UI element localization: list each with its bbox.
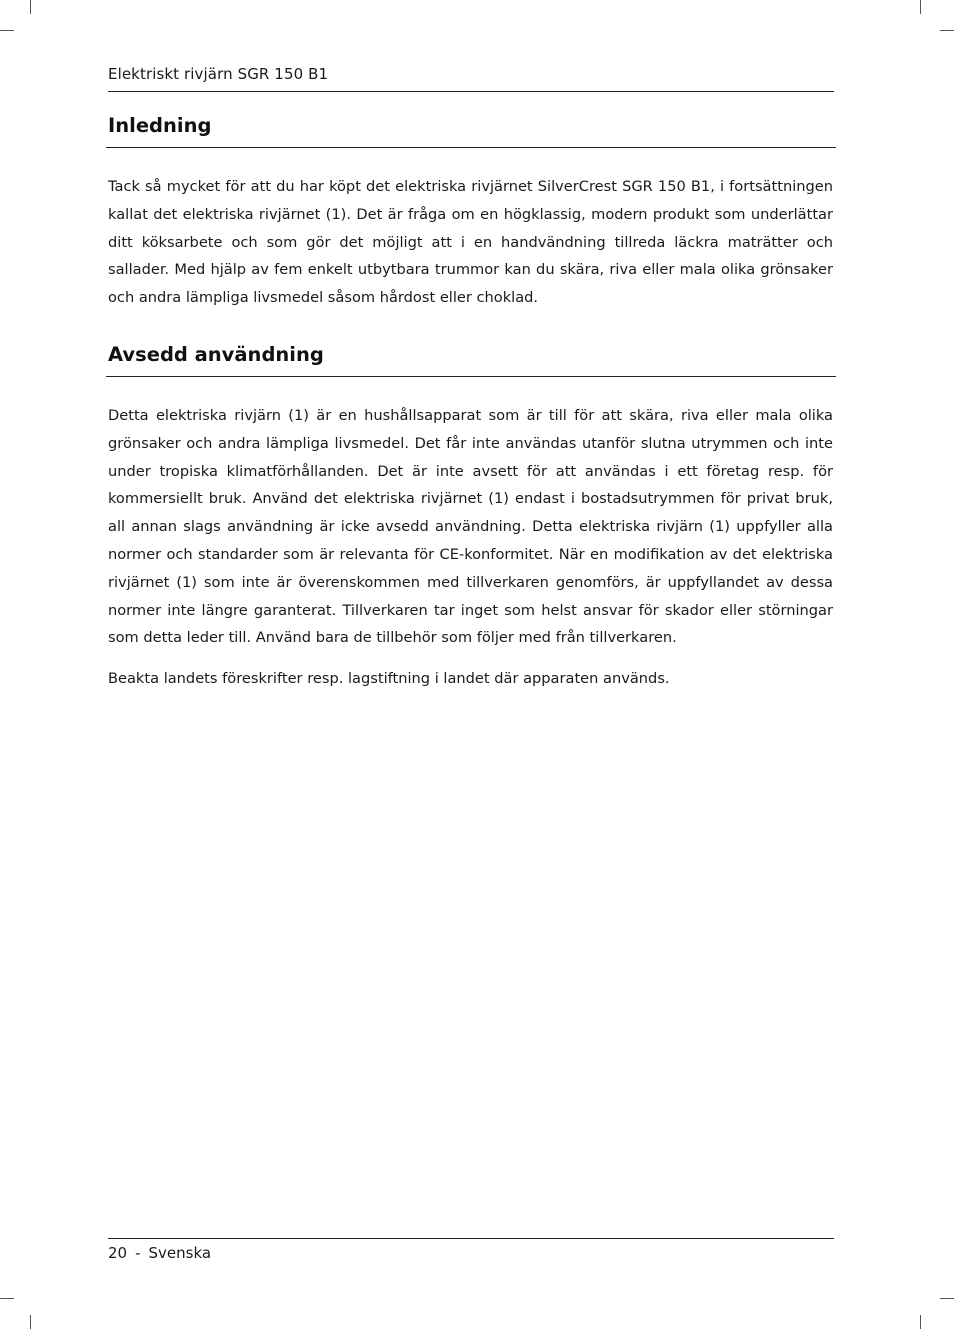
crop-mark-bottom-left	[30, 1315, 31, 1329]
section-rule-inledning	[106, 147, 836, 148]
page-number: 20	[108, 1244, 128, 1262]
crop-mark-top-left-h	[0, 30, 14, 31]
crop-mark-bottom-right-h	[940, 1298, 954, 1299]
page-footer	[108, 1243, 211, 1263]
paragraph-inledning: Tack så mycket för att du har köpt det elektriska rivjärnet SilverCrest SGR 150 B1, i fortsättningen kallat det elektriska rivjärnet (1). Det är fråga om en högklassig, modern produkt som underlättar ditt köksarbete och som gör det möjligt att i en handvändning tillreda läckra maträtter och sallader. Med hjälp av fem enkelt utbytbara trummor kan du skära, riva eller mala olika grönsaker och andra lämpliga livsmedel såsom hårdost eller choklad.	[108, 178, 833, 307]
crop-mark-top-right	[920, 0, 921, 14]
crop-mark-top-left	[30, 0, 31, 14]
section-title-avsedd-anvandning: Avsedd användning	[108, 343, 324, 366]
paragraph-avsedd-anvandning-1: Detta elektriska rivjärn (1) är en hushållsapparat som är till för att skära, riva eller mala olika grönsaker och andra lämpliga livsmedel. Det får inte användas utanför slutna utrymmen och inte under tropiska klimatförhållanden. Det är inte avsett för att användas i ett företag resp. för kommersiellt bruk. Använd det elektriska rivjärnet (1) endast i bostadsutrymmen för privat bruk, all annan slags användning är icke avsedd användning. Detta elektriska rivjärn (1) uppfyller alla normer och standarder som är relevanta för CE-konformitet. När en modifikation av det elektriska rivjärnet (1) som inte är överenskommen med tillverkaren genomförs, är uppfyllandet av dessa normer inte längre garanterat. Tillverkaren tar inget som helst ansvar för skador eller störningar som detta leder till. Använd bara de tillbehör som följer med från tillverkaren.	[108, 407, 833, 647]
footer-rule	[108, 1238, 834, 1239]
paragraph-avsedd-anvandning-2: Beakta landets föreskrifter resp. lagstiftning i landet där apparaten används.	[108, 670, 670, 687]
header-rule	[108, 91, 834, 92]
crop-mark-bottom-right	[920, 1315, 921, 1329]
footer-separator: -	[135, 1244, 141, 1262]
crop-mark-top-right-h	[940, 30, 954, 31]
running-header: Elektriskt rivjärn SGR 150 B1	[108, 65, 329, 83]
footer-language: Svenska	[148, 1244, 212, 1262]
section-title-inledning: Inledning	[108, 114, 212, 137]
crop-mark-bottom-left-h	[0, 1298, 14, 1299]
section-rule-avsedd-anvandning	[106, 376, 836, 377]
